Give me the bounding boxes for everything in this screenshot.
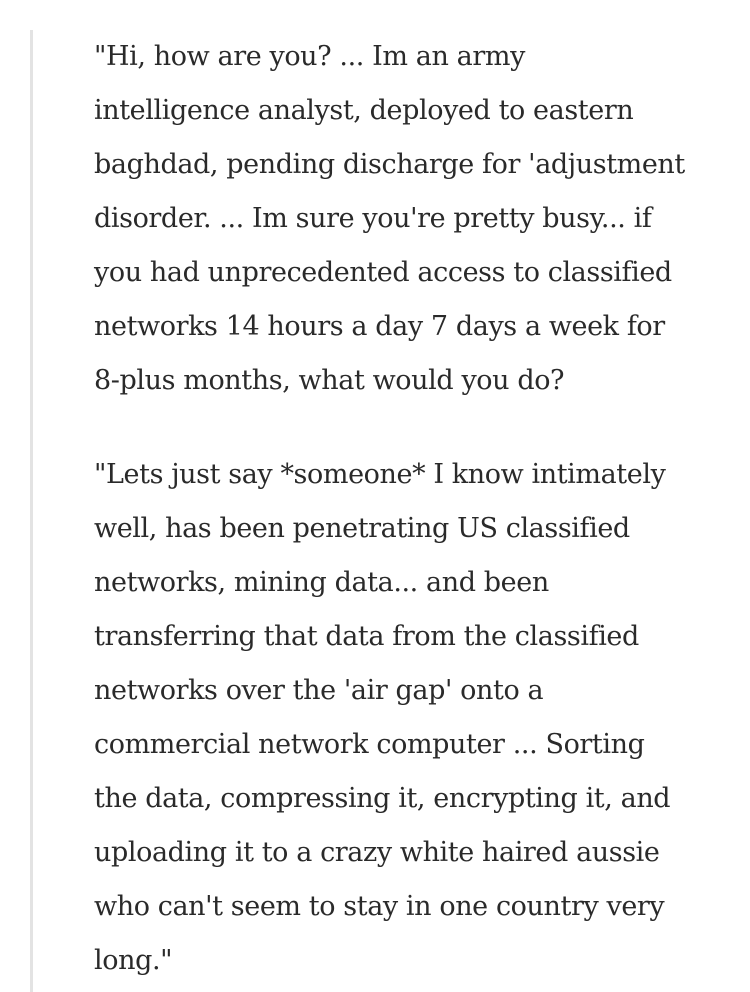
quote-line: long."	[94, 945, 173, 976]
quote-line: you had unprecedented access to classified	[94, 257, 672, 288]
quote-line: disorder. ... Im sure you're pretty busy... if	[94, 203, 652, 234]
quote-line: 8-plus months, what would you do?	[94, 365, 565, 396]
quote-line: "Hi, how are you? ... Im an army	[94, 41, 525, 72]
blockquote	[94, 30, 734, 988]
blockquote-rule	[30, 30, 33, 992]
quote-line: transferring that data from the classified	[94, 621, 639, 652]
quote-line: who can't seem to stay in one country very	[94, 891, 665, 922]
paragraph-spacer	[94, 408, 734, 448]
quote-line: uploading it to a crazy white haired aussie	[94, 837, 660, 868]
quote-line: "Lets just say *someone* I know intimately	[94, 459, 666, 490]
quote-line: intelligence analyst, deployed to eastern	[94, 95, 634, 126]
quote-line: networks 14 hours a day 7 days a week for	[94, 311, 665, 342]
quote-line: the data, compressing it, encrypting it, and	[94, 783, 671, 814]
quote-line: commercial network computer ... Sorting	[94, 729, 645, 760]
quote-paragraph-1	[94, 30, 734, 408]
quote-line: baghdad, pending discharge for 'adjustment	[94, 149, 685, 180]
quote-paragraph-2	[94, 448, 734, 988]
quote-line: well, has been penetrating US classified	[94, 513, 630, 544]
quote-line: networks over the 'air gap' onto a	[94, 675, 544, 706]
quote-line: networks, mining data... and been	[94, 567, 549, 598]
